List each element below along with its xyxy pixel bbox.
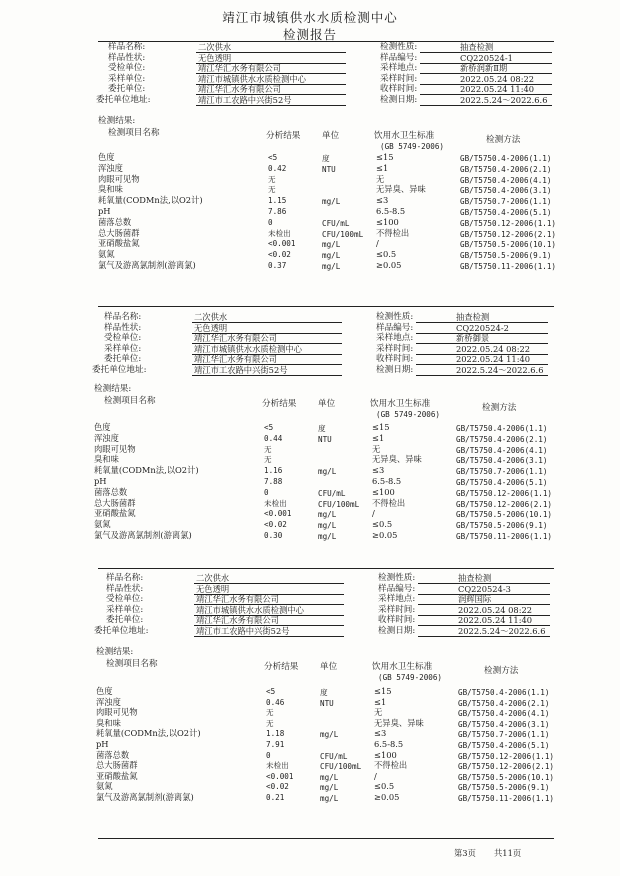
row-result: <0.001 [268,239,296,249]
row-method: GB/T5750.4-2006(3.1) [460,186,552,196]
row-item: 耗氧量(CODMn法,以O2计) [94,465,199,476]
row-method: GB/T5750.5-2006(10.1) [458,772,555,782]
row-item: 臭和味 [98,184,123,195]
field-label-client-address: 委托单位地址: [94,625,149,636]
row-unit: 度 [318,424,326,433]
row-item: 耗氧量(CODMn法,以O2计) [96,728,201,739]
row-unit: CFU/100mL [320,762,362,772]
field-value-receive-time: 2022.05.24 11:40 [458,615,533,625]
row-unit: 度 [320,688,328,697]
field-label-client-unit: 委托单位: [108,84,146,94]
row-standard: ≥0.05 [372,530,398,540]
row-unit: NTU [318,434,332,444]
row-result: <0.02 [266,782,289,792]
field-label-receive-time: 收样时间: [380,84,418,94]
results-label: 检测结果: [98,116,136,126]
field-value-test-type: 抽查检测 [460,42,494,52]
row-unit: mg/L [320,783,339,793]
col-header-standard: 饮用水卫生标准 [370,399,431,409]
field-label-client-address: 委托单位地址: [92,364,147,375]
row-result: <5 [268,153,278,162]
field-value-client-unit: 靖江华汇水务有限公司 [198,84,281,94]
row-method: GB/T5750.7-2006(1.1) [460,197,552,207]
row-result: 无 [266,708,274,718]
page-total: 共11页 [494,848,522,858]
field-value-sample-name: 二次供水 [198,42,232,52]
col-header-result: 分析结果 [266,131,301,141]
row-method: GB/T5750.4-2006(5.1) [460,208,552,217]
row-result: <0.02 [268,250,291,260]
row-method: GB/T5750.7-2006(1.1) [456,467,548,477]
row-standard: / [372,508,375,519]
field-value-client-address: 靖江市工农路中兴街52号 [196,625,290,636]
field-label-sample-no: 样品编号: [378,583,416,594]
row-result: 未检出 [266,761,289,771]
field-label-sampling-site: 采样地点: [378,594,416,604]
row-standard: ≤3 [374,728,387,739]
field-underline [420,105,552,106]
row-standard: ≤100 [374,749,397,760]
row-item: 肉眼可见物 [94,443,136,454]
row-result: 0.44 [264,433,283,443]
row-result: 1.18 [266,729,285,739]
field-value-sampling-site: 润辉国际 [458,594,492,604]
row-item: 肉眼可见物 [98,173,140,184]
row-standard: 6.5-8.5 [372,476,402,486]
row-unit: NTU [322,164,336,174]
field-value-receive-time: 2022.05.24 11:40 [460,84,535,94]
row-unit: mg/L [320,794,339,803]
row-result: 无 [264,444,272,454]
row-unit: mg/L [322,197,341,207]
row-standard: 不得检出 [374,760,408,771]
col-header-standard-code: (GB 5749-2006) [376,410,441,419]
row-standard: ≤3 [376,195,389,206]
report-center-title: 靖江市城镇供水水质检测中心 [222,10,398,25]
section-rule [98,568,554,569]
row-standard: ≥0.05 [374,792,400,802]
row-method: GB/T5750.4-2006(4.1) [456,445,548,455]
row-standard: ≤1 [374,696,387,707]
col-header-standard-code: (GB 5749-2006) [378,673,443,682]
row-method: GB/T5750.4-2006(4.1) [458,709,550,719]
row-standard: / [376,238,379,249]
row-item: 浑浊度 [96,696,121,707]
row-item: 总大肠菌群 [96,760,138,771]
field-label-sampling-time: 采样时间: [378,604,416,615]
row-standard: ≤15 [372,422,390,432]
row-method: GB/T5750.4-2006(2.1) [456,434,548,444]
field-value-sample-name: 二次供水 [194,312,228,322]
row-result: 未检出 [268,228,291,238]
field-value-test-type: 抽查检测 [456,312,490,322]
col-header-item: 检测项目名称 [108,128,160,138]
row-result: 1.15 [268,196,287,206]
row-standard: ≤15 [374,686,392,696]
row-item: 臭和味 [96,717,121,728]
col-header-standard: 饮用水卫生标准 [372,662,433,672]
field-label-sampling-site: 采样地点: [376,333,414,343]
row-standard: ≥0.05 [376,260,402,270]
row-item: 色度 [98,152,115,162]
field-value-sampling-time: 2022.05.24 08:22 [456,343,531,354]
row-standard: ≤1 [372,432,385,443]
page-number: 第3页 [454,848,476,858]
col-header-unit: 单位 [320,662,338,672]
field-value-entrusted-unit: 靖江华汇水务有限公司 [196,594,279,604]
field-value-receive-time: 2022.05.24 11:40 [456,354,531,364]
field-label-sampling-unit: 采样单位: [104,343,142,354]
row-standard: ≤1 [376,162,389,173]
row-method: GB/T5750.11-2006(1.1) [458,794,555,803]
row-item: 色度 [94,422,111,432]
field-label-entrusted-unit: 受检单位: [104,333,142,343]
field-value-sampling-site: 新桥御景 [456,333,490,343]
row-result: 1.16 [264,466,283,476]
row-result: 0 [266,750,271,760]
row-item: 氯气及游离氯制剂(游离氯) [96,792,194,802]
row-unit: CFU/100mL [318,499,360,509]
row-unit: mg/L [320,730,339,740]
row-result: 0.42 [268,163,287,173]
row-result: <5 [266,687,276,696]
row-result: 0 [264,487,269,497]
field-label-test-type: 检测性质: [380,42,418,52]
field-label-test-date: 检测日期: [378,625,416,636]
row-standard: 无异臭、异味 [374,717,424,728]
field-value-sample-no: CQ220524-1 [460,52,513,63]
col-header-unit: 单位 [318,399,336,409]
row-result: 0.46 [266,697,285,707]
field-value-test-date: 2022.5.24～2022.6.6 [456,364,544,375]
row-unit: mg/L [320,772,339,782]
row-item: 肉眼可见物 [96,707,138,718]
row-standard: 6.5-8.5 [376,206,406,216]
field-label-sampling-unit: 采样单位: [108,73,146,84]
field-label-sampling-unit: 采样单位: [106,604,144,615]
row-standard: 无 [372,443,381,454]
field-underline [192,375,342,376]
col-header-unit: 单位 [322,131,340,141]
row-item: 菌落总数 [96,749,130,760]
field-label-receive-time: 收样时间: [376,354,414,364]
section-rule [98,306,554,307]
row-item: pH [96,739,109,749]
field-value-sampling-time: 2022.05.24 08:22 [458,604,533,615]
row-unit: mg/L [318,510,337,520]
field-label-test-date: 检测日期: [380,94,418,105]
field-value-sampling-site: 新桥润新Ⅱ期 [460,63,508,73]
row-standard: ≤3 [372,465,385,476]
results-label: 检测结果: [96,647,134,657]
row-method: GB/T5750.4-2006(3.1) [458,719,550,729]
row-method: GB/T5750.4-2006(5.1) [458,741,550,750]
row-unit: 度 [322,154,330,163]
field-label-sample-state: 样品性状: [104,322,142,333]
field-label-sample-name: 样品名称: [104,312,142,322]
field-label-sampling-time: 采样时间: [380,73,418,84]
field-value-sampling-unit: 靖江市城镇供水水质检测中心 [198,73,306,84]
row-method: GB/T5750.5-2006(9.1) [460,251,552,261]
field-value-sampling-time: 2022.05.24 08:22 [460,73,535,84]
row-item: 菌落总数 [98,216,132,227]
row-item: 浑浊度 [98,162,123,173]
row-unit: mg/L [322,240,341,250]
row-item: 氯气及游离氯制剂(游离氯) [98,260,196,270]
col-header-standard-code: (GB 5749-2006) [380,142,445,151]
row-result: <0.001 [266,771,294,781]
row-item: 亚硝酸盐氮 [94,508,136,519]
row-unit: mg/L [318,467,337,477]
row-standard: 无 [374,707,383,718]
row-standard: 不得检出 [372,497,406,508]
field-value-sample-state: 无色透明 [198,52,232,63]
row-item: 亚硝酸盐氮 [96,770,138,781]
row-standard: / [374,770,377,781]
row-unit: mg/L [318,521,337,531]
row-unit: CFU/mL [320,751,348,761]
row-method: GB/T5750.12-2006(1.1) [460,218,557,228]
field-label-sample-name: 样品名称: [106,573,144,583]
field-label-entrusted-unit: 受检单位: [106,594,144,604]
row-method: GB/T5750.4-2006(1.1) [460,154,552,163]
row-unit: mg/L [318,532,337,541]
field-underline [194,636,344,637]
row-item: 总大肠菌群 [98,227,140,238]
row-standard: ≤0.5 [376,249,397,260]
col-header-result: 分析结果 [264,662,299,672]
field-value-sample-state: 无色透明 [194,322,228,333]
row-result: 7.86 [268,207,287,216]
row-unit: CFU/100mL [322,229,364,239]
row-method: GB/T5750.5-2006(10.1) [460,240,557,250]
row-method: GB/T5750.11-2006(1.1) [456,532,553,541]
field-label-receive-time: 收样时间: [378,615,416,625]
row-standard: ≤0.5 [374,781,395,792]
field-value-sample-no: CQ220524-2 [456,322,509,333]
row-standard: 不得检出 [376,227,410,238]
row-item: 氨氮 [98,249,115,260]
field-label-sample-state: 样品性状: [108,52,146,63]
row-method: GB/T5750.12-2006(1.1) [458,751,555,761]
col-header-standard: 饮用水卫生标准 [374,131,435,141]
field-value-test-date: 2022.5.24～2022.6.6 [460,94,548,105]
row-item: 菌落总数 [94,486,128,497]
field-label-sample-state: 样品性状: [106,583,144,594]
field-value-client-address: 靖江市工农路中兴街52号 [198,94,292,105]
field-value-client-address: 靖江市工农路中兴街52号 [194,364,288,375]
row-standard: ≤100 [372,486,395,497]
row-standard: ≤0.5 [372,519,393,530]
row-result: <5 [264,423,274,432]
row-item: 氨氮 [96,781,113,792]
row-result: 0.37 [268,261,287,270]
row-method: GB/T5750.12-2006(1.1) [456,488,553,498]
row-result: 0.30 [264,531,283,540]
row-result: <0.001 [264,509,292,519]
row-result: 无 [266,718,274,728]
row-unit: mg/L [322,251,341,261]
row-standard: ≤15 [376,152,394,162]
row-unit: CFU/mL [322,218,350,228]
row-item: 亚硝酸盐氮 [98,238,140,249]
row-method: GB/T5750.12-2006(2.1) [458,762,555,772]
row-result: <0.02 [264,520,287,530]
row-standard: 无异臭、异味 [376,184,426,195]
row-standard: 无异臭、异味 [372,454,422,465]
row-unit: mg/L [322,262,341,271]
row-item: 色度 [96,686,113,696]
row-result: 无 [268,185,276,195]
field-value-client-unit: 靖江华汇水务有限公司 [196,615,279,625]
field-value-sample-no: CQ220524-3 [458,583,511,594]
field-label-sampling-site: 采样地点: [380,63,418,73]
row-result: 无 [264,455,272,465]
row-method: GB/T5750.5-2006(10.1) [456,510,553,520]
row-standard: 无 [376,173,385,184]
field-label-client-unit: 委托单位: [104,354,142,364]
field-underline [418,636,550,637]
row-standard: 6.5-8.5 [374,739,404,749]
row-item: 臭和味 [94,454,119,465]
field-label-test-type: 检测性质: [376,312,414,322]
field-label-client-address: 委托单位地址: [96,94,151,105]
row-item: 浑浊度 [94,432,119,443]
col-header-item: 检测项目名称 [104,396,156,406]
field-value-test-date: 2022.5.24～2022.6.6 [458,625,546,636]
field-value-sample-name: 二次供水 [196,573,230,583]
row-item: 总大肠菌群 [94,497,136,508]
field-label-sampling-time: 采样时间: [376,343,414,354]
row-method: GB/T5750.7-2006(1.1) [458,730,550,740]
field-value-entrusted-unit: 靖江华汇水务有限公司 [194,333,277,343]
field-label-sample-no: 样品编号: [376,322,414,333]
row-result: 0.21 [266,793,285,802]
row-method: GB/T5750.4-2006(5.1) [456,478,548,487]
field-value-entrusted-unit: 靖江华汇水务有限公司 [198,63,281,73]
field-value-sample-state: 无色透明 [196,583,230,594]
row-method: GB/T5750.5-2006(9.1) [456,521,548,531]
field-value-test-type: 抽查检测 [458,573,492,583]
row-method: GB/T5750.4-2006(2.1) [460,164,552,174]
report-title: 检测报告 [282,27,337,42]
field-label-entrusted-unit: 受检单位: [108,63,146,73]
row-item: 氯气及游离氯制剂(游离氯) [94,530,192,540]
row-method: GB/T5750.11-2006(1.1) [460,262,557,271]
row-method: GB/T5750.12-2006(2.1) [460,229,557,239]
row-standard: ≤100 [376,216,399,227]
row-method: GB/T5750.12-2006(2.1) [456,499,553,509]
row-item: 氨氮 [94,519,111,530]
row-method: GB/T5750.4-2006(4.1) [460,175,552,185]
field-underline [196,105,346,106]
row-item: 耗氧量(CODMn法,以O2计) [98,195,203,206]
row-method: GB/T5750.4-2006(1.1) [458,688,550,697]
row-item: pH [98,206,111,216]
field-label-test-type: 检测性质: [378,573,416,583]
field-underline [416,375,548,376]
row-result: 7.91 [266,740,285,749]
row-result: 0 [268,217,273,227]
row-result: 无 [268,174,276,184]
row-unit: NTU [320,698,334,708]
field-value-client-unit: 靖江华汇水务有限公司 [194,354,277,364]
results-label: 检测结果: [94,384,132,394]
footer-rule [98,838,554,839]
row-method: GB/T5750.4-2006(1.1) [456,424,548,433]
row-method: GB/T5750.4-2006(2.1) [458,698,550,708]
field-value-sampling-unit: 靖江市城镇供水水质检测中心 [194,343,302,354]
field-label-test-date: 检测日期: [376,364,414,375]
row-result: 7.88 [264,477,283,486]
col-header-result: 分析结果 [262,399,297,409]
field-label-sample-no: 样品编号: [380,52,418,63]
col-header-method: 检测方法 [486,135,521,145]
row-item: pH [94,476,107,486]
row-method: GB/T5750.4-2006(3.1) [456,456,548,466]
row-unit: CFU/mL [318,488,346,498]
row-result: 未检出 [264,498,287,508]
col-header-method: 检测方法 [482,403,517,413]
col-header-method: 检测方法 [484,666,519,676]
field-label-client-unit: 委托单位: [106,615,144,625]
field-value-sampling-unit: 靖江市城镇供水水质检测中心 [196,604,304,615]
row-method: GB/T5750.5-2006(9.1) [458,783,550,793]
field-label-sample-name: 样品名称: [108,42,146,52]
col-header-item: 检测项目名称 [106,659,158,669]
